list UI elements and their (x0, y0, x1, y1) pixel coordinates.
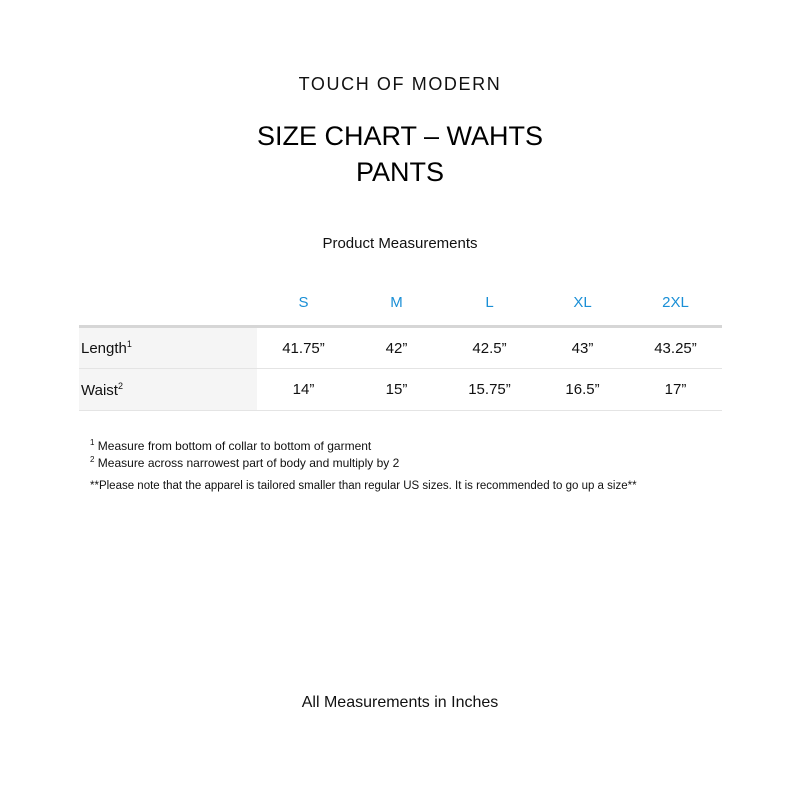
page-title-line-2: PANTS (355, 157, 444, 187)
header-corner-cell (79, 280, 257, 327)
measurement-units-caption: All Measurements in Inches (301, 694, 499, 711)
brand-logo-text: TOUCH OF MODERN (298, 74, 502, 94)
page-title-line-1: SIZE CHART – WAHTS (256, 121, 544, 151)
table-body (79, 327, 722, 411)
table-header (79, 280, 722, 327)
table-cell: 42.5” (443, 327, 536, 369)
row-label-length (79, 327, 257, 369)
table-cell: 15.75” (443, 369, 536, 411)
table-cell: 17” (629, 369, 722, 411)
table-cell: 43.25” (629, 327, 722, 369)
table-cell: 43” (536, 327, 629, 369)
table-caption: Product Measurements (322, 235, 478, 252)
table-cell: 41.75” (257, 327, 350, 369)
size-chart-table (79, 280, 722, 411)
row-label-waist (79, 369, 257, 411)
footnote-text: Measure across narrowest part of body and multiply by 2 (97, 456, 400, 470)
size-header-l: L (443, 280, 536, 327)
header-row (79, 280, 722, 327)
sizing-note: **Please note that the apparel is tailored smaller than regular US sizes. It is recommended to go up a size** (90, 480, 637, 492)
size-header-m: M (350, 280, 443, 327)
footnote-marker: 1 (126, 339, 132, 349)
size-header-2xl: 2XL (629, 280, 722, 327)
size-header-s: S (257, 280, 350, 327)
table-cell: 16.5” (536, 369, 629, 411)
row-label-text: Length (81, 340, 127, 357)
footnote-marker: 1 (90, 438, 95, 447)
table-cell: 42” (350, 327, 443, 369)
table-cell: 15” (350, 369, 443, 411)
footnote-text: Measure from bottom of collar to bottom of garment (97, 439, 372, 453)
table-row-waist (79, 369, 722, 411)
footnote-marker: 2 (90, 455, 95, 464)
footnote-1 (90, 436, 399, 453)
footnote-2 (90, 453, 399, 470)
row-label-text: Waist (81, 381, 118, 399)
table-row-length (79, 327, 722, 369)
footnote-marker: 2 (117, 380, 123, 391)
footnotes (90, 436, 399, 470)
page-title (0, 118, 800, 190)
size-header-xl: XL (536, 280, 629, 327)
table-cell: 14” (257, 369, 350, 411)
